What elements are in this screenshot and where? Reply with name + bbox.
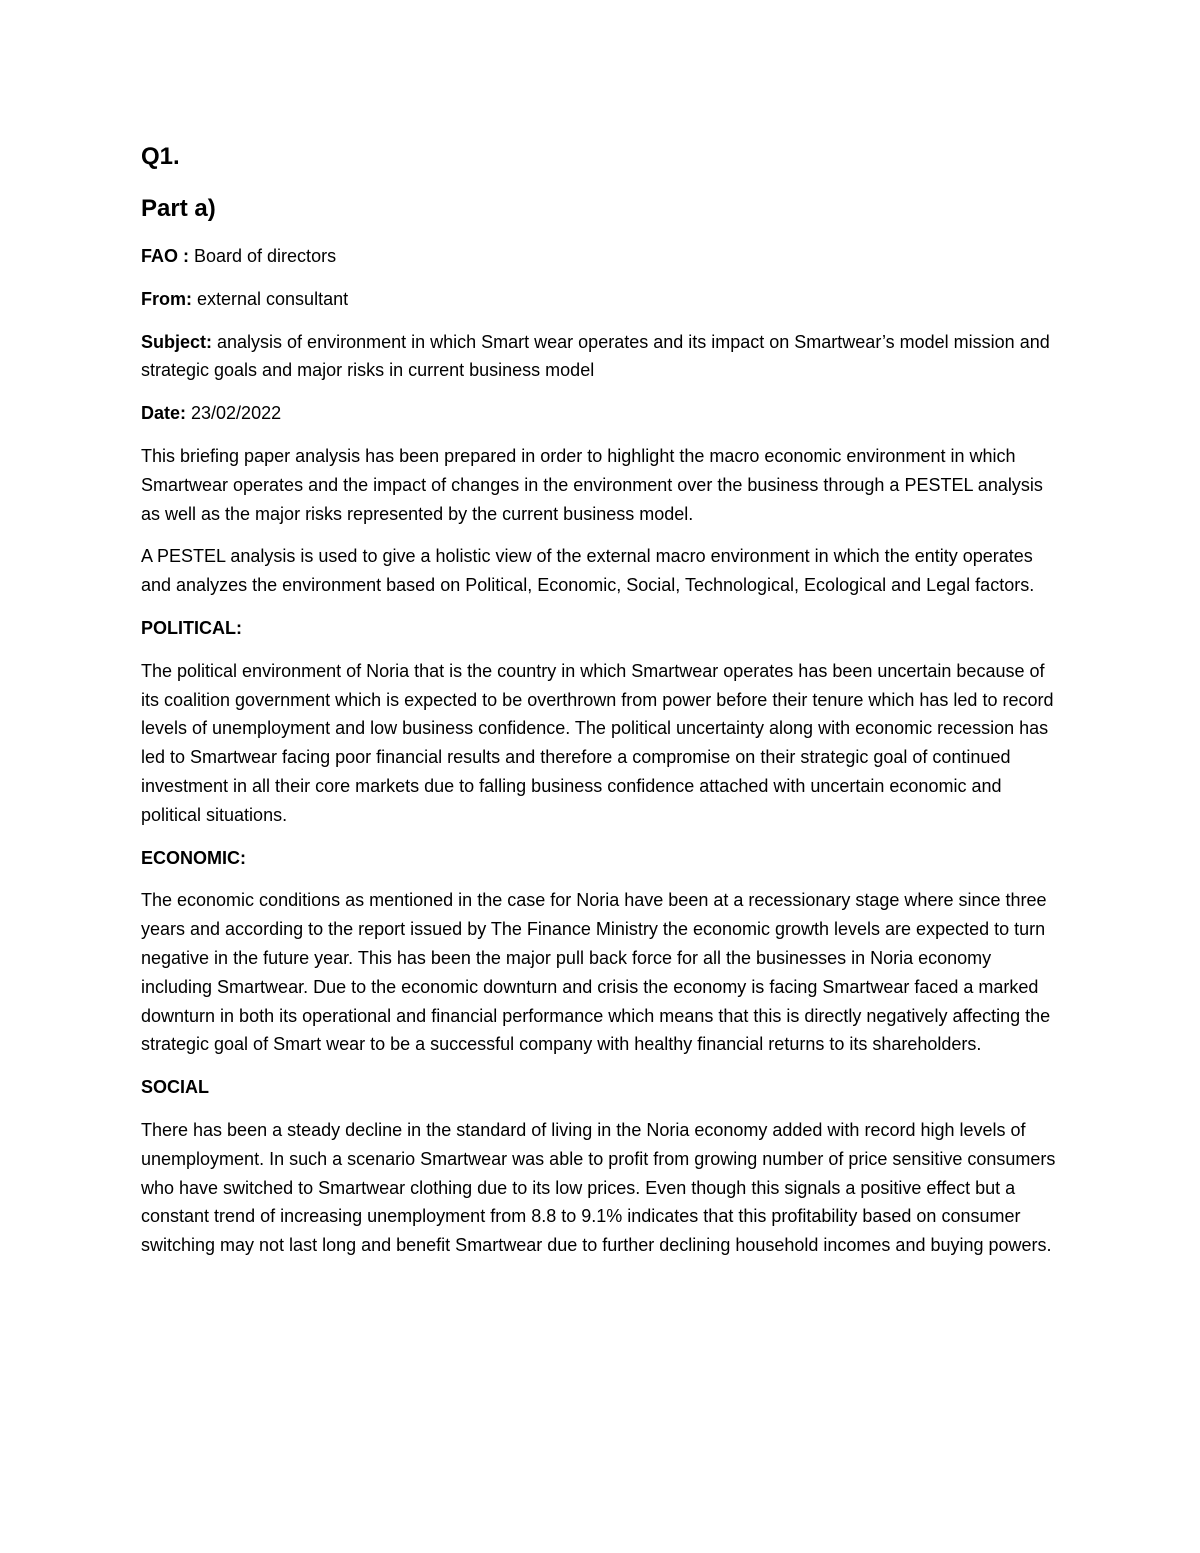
memo-fao (141, 242, 1061, 271)
section-heading-economic: ECONOMIC: (141, 847, 246, 868)
section-body-social: There has been a steady decline in the standard of living in the Noria economy added with record high levels of unemployment. In such a scenario Smartwear was able to profit from growing number of price sensitive consumers who have switched to Smartwear clothing due to its low prices. Even though this signals a positive effect but a constant trend of increasing unemployment from 8.8 to 9.1% indicates that this profitability based on consumer switching may not last long and benefit Smartwear due to further declining household incomes and buying powers. (141, 1119, 1056, 1256)
subject-value: analysis of environment in which Smart wear operates and its impact on Smartwear’s model mission and strategic goals and major risks in current business model (141, 331, 1050, 381)
part-heading: Part a) (141, 195, 216, 222)
section-heading-social: SOCIAL (141, 1077, 210, 1098)
from-label: From: (141, 288, 192, 309)
section-body-political: The political environment of Noria that is the country in which Smartwear operates has been uncertain because of its coalition government which is expected to be overthrown from power before their tenure which has led to record levels of unemployment and low business confidence. The political uncertainty along with economic recession has led to Smartwear facing poor financial results and therefore a compromise on their strategic goal of continued investment in all their core markets due to falling business confidence attached with uncertain economic and political situations. (141, 660, 1054, 825)
memo-subject (141, 328, 1061, 386)
fao-value: Board of directors (189, 246, 337, 266)
document-body (141, 140, 1061, 1274)
intro-paragraph: A PESTEL analysis is used to give a holistic view of the external macro environment in which the entity operates and analyzes the environment based on Political, Economic, Social, Technological, Ecological and Legal factors. (141, 546, 1035, 596)
section-body-economic: The economic conditions as mentioned in the case for Noria have been at a recessionary stage where since three years and according to the report issued by The Finance Ministry the economic growth levels are expected to turn negative in the future year. This has been the major pull back force for all the businesses in Noria economy including Smartwear. Due to the economic downturn and crisis the economy is facing Smartwear faced a marked downturn in both its operational and financial performance which means that this is directly negatively affecting the strategic goal of Smart wear to be a successful company with healthy financial returns to its shareholders. (141, 890, 1051, 1055)
date-value: 23/02/2022 (186, 403, 282, 424)
memo-date (141, 399, 1061, 428)
question-heading: Q1. (141, 143, 180, 170)
fao-label: FAO : (141, 246, 189, 266)
intro-paragraph: This briefing paper analysis has been prepared in order to highlight the macro economic environment in which Smartwear operates and the impact of changes in the environment over the business through a PESTEL analysis as well as the major risks represented by the current business model. (141, 445, 1043, 524)
subject-label: Subject: (141, 331, 213, 352)
date-label: Date: (141, 403, 187, 424)
from-value: external consultant (192, 288, 349, 309)
memo-from (141, 285, 1061, 314)
section-heading-political: POLITICAL: (141, 617, 242, 638)
